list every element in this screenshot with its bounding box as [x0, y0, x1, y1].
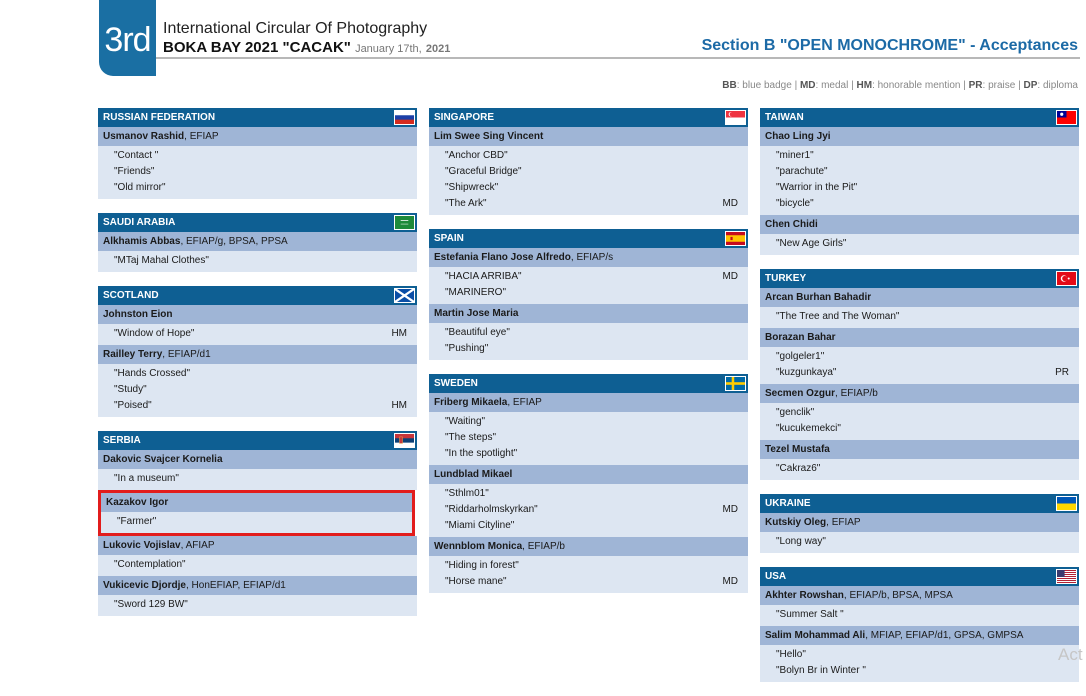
work-title — [429, 269, 748, 285]
author-row — [760, 127, 1079, 146]
work-title-text: "parachute" — [776, 166, 828, 177]
author-distinctions: , EFIAP — [184, 131, 219, 142]
work-title — [760, 405, 1079, 421]
author-entry — [760, 127, 1079, 215]
author-entry — [98, 576, 417, 616]
award-code: MD — [722, 198, 738, 209]
country-block — [98, 286, 417, 417]
works-list — [98, 469, 417, 490]
author-row — [760, 328, 1079, 347]
work-title-text: "Friends" — [114, 166, 155, 177]
country-block — [98, 108, 417, 199]
author-name: Borazan Bahar — [765, 332, 836, 343]
legend-hm: HM — [856, 80, 873, 91]
author-distinctions: , EFIAP/b — [522, 541, 565, 552]
award-code: HM — [391, 328, 407, 339]
country-block — [429, 374, 748, 593]
work-title — [760, 647, 1079, 663]
works-list — [760, 234, 1079, 255]
legend-hm-text: : honorable mention — [872, 80, 961, 91]
author-distinctions: , EFIAP/d1 — [162, 349, 211, 360]
author-entry — [98, 305, 417, 345]
author-entry — [429, 127, 748, 215]
country-header — [429, 108, 748, 127]
work-title — [98, 471, 417, 487]
award-legend — [722, 80, 1078, 91]
author-row — [98, 536, 417, 555]
work-title-text: "Graceful Bridge" — [445, 166, 522, 177]
activation-watermark: Act — [1058, 645, 1083, 664]
work-title-text: "Pushing" — [445, 343, 489, 354]
works-list — [98, 251, 417, 272]
work-title — [98, 382, 417, 398]
edition-badge: 3rd — [99, 0, 156, 76]
author-entry — [98, 450, 417, 490]
work-title — [101, 514, 412, 530]
works-list — [98, 555, 417, 576]
work-title-text: "Poised" — [114, 400, 152, 411]
work-title — [429, 446, 748, 462]
work-title — [429, 196, 748, 212]
author-distinctions: , EFIAP/b, BPSA, MPSA — [843, 590, 953, 601]
legend-dp: DP — [1023, 80, 1038, 91]
work-title-text: "Old mirror" — [114, 182, 166, 193]
author-entry — [760, 384, 1079, 440]
works-list — [760, 532, 1079, 553]
work-title-text: "MARINERO" — [445, 287, 506, 298]
work-title-text: "Contact " — [114, 150, 159, 161]
work-title — [98, 180, 417, 196]
country-name: RUSSIAN FEDERATION — [103, 112, 216, 123]
work-title — [760, 196, 1079, 212]
ukraine-flag-icon — [1056, 496, 1077, 511]
award-code: MD — [722, 504, 738, 515]
work-title — [760, 534, 1079, 550]
author-entry — [760, 328, 1079, 384]
author-name: Martin Jose Maria — [434, 308, 519, 319]
author-distinctions: , EFIAP/g, BPSA, PPSA — [180, 236, 288, 247]
author-name: Lundblad Mikael — [434, 469, 513, 480]
works-list — [760, 459, 1079, 480]
country-name: SWEDEN — [434, 378, 478, 389]
works-list — [429, 412, 748, 465]
work-title — [98, 326, 417, 342]
works-list — [760, 403, 1079, 440]
work-title — [429, 285, 748, 301]
legend-pr: PR — [968, 80, 983, 91]
legend-bb-text: : blue badge — [736, 80, 792, 91]
country-header — [760, 494, 1079, 513]
country-block — [429, 108, 748, 215]
work-title-text: "Horse mane" — [445, 576, 507, 587]
author-entry — [429, 393, 748, 465]
works-list — [429, 484, 748, 537]
results-column-1 — [98, 108, 417, 630]
country-header — [98, 286, 417, 305]
author-entry — [429, 248, 748, 304]
work-title — [760, 309, 1079, 325]
singapore-flag-icon — [725, 110, 746, 125]
work-title-text: "Hello" — [776, 649, 806, 660]
legend-md-text: : medal — [815, 80, 849, 91]
work-title — [98, 557, 417, 573]
legend-dp-text: : diploma — [1037, 80, 1078, 91]
work-title-text: "Beautiful eye" — [445, 327, 510, 338]
author-entry — [429, 304, 748, 360]
work-title-text: "Farmer" — [117, 516, 157, 527]
work-title-text: "Riddarholmskyrkan" — [445, 504, 538, 515]
legend-sep: | — [851, 80, 854, 91]
author-name: Akhter Rowshan — [765, 590, 844, 601]
author-entry — [760, 215, 1079, 255]
works-list — [760, 347, 1079, 384]
work-title-text: "Miami Cityline" — [445, 520, 515, 531]
author-name: Kutskiy Oleg — [765, 517, 827, 528]
works-list — [760, 146, 1079, 215]
work-title-text: "Summer Salt " — [776, 609, 844, 620]
works-list — [760, 605, 1079, 626]
works-list — [98, 146, 417, 199]
work-title — [760, 461, 1079, 477]
author-name: Usmanov Rashid — [103, 131, 185, 142]
country-name: SINGAPORE — [434, 112, 495, 123]
work-title — [760, 365, 1079, 381]
author-entry — [760, 586, 1079, 626]
author-row — [98, 345, 417, 364]
author-row — [98, 127, 417, 146]
saudi-flag-icon — [394, 215, 415, 230]
work-title-text: "Long way" — [776, 536, 826, 547]
country-header — [429, 229, 748, 248]
work-title-text: "Hiding in forest" — [445, 560, 519, 571]
award-code: MD — [722, 271, 738, 282]
works-list — [98, 364, 417, 417]
legend-sep: | — [794, 80, 798, 91]
author-distinctions: , AFIAP — [180, 540, 215, 551]
author-distinctions: , MFIAP, EFIAP/d1, GPSA, GMPSA — [865, 630, 1024, 641]
work-title-text: "New Age Girls" — [776, 238, 847, 249]
author-name: Friberg Mikaela — [434, 397, 508, 408]
work-title — [429, 414, 748, 430]
work-title — [98, 253, 417, 269]
spain-flag-icon — [725, 231, 746, 246]
work-title-text: "Window of Hope" — [114, 328, 195, 339]
country-header — [760, 567, 1079, 586]
russia-flag-icon — [394, 110, 415, 125]
author-row — [98, 450, 417, 469]
author-row — [760, 586, 1079, 605]
author-name: Chao Ling Jyi — [765, 131, 831, 142]
country-header — [98, 431, 417, 450]
work-title-text: "Anchor CBD" — [445, 150, 508, 161]
work-title — [429, 502, 748, 518]
author-entry — [760, 513, 1079, 553]
author-name: Railley Terry — [103, 349, 163, 360]
work-title-text: "Study" — [114, 384, 147, 395]
country-block — [429, 229, 748, 360]
author-row — [429, 127, 748, 146]
work-title — [98, 148, 417, 164]
work-title-text: "Contemplation" — [114, 559, 186, 570]
country-header — [98, 213, 417, 232]
work-title — [429, 148, 748, 164]
work-title — [760, 421, 1079, 437]
legend-sep: | — [963, 80, 966, 91]
author-name: Kazakov Igor — [106, 497, 169, 508]
work-title-text: "Hands Crossed" — [114, 368, 191, 379]
country-name: UKRAINE — [765, 498, 811, 509]
work-title — [98, 398, 417, 414]
salon-name: BOKA BAY 2021 "CACAK" — [163, 39, 351, 56]
legend-md: MD — [799, 80, 816, 91]
author-name: Estefania Flano Jose Alfredo — [434, 252, 571, 263]
work-title-text: "Sword 129 BW" — [114, 599, 188, 610]
work-title — [760, 236, 1079, 252]
award-code: PR — [1055, 367, 1069, 378]
country-block — [98, 431, 417, 616]
author-name: Alkhamis Abbas — [103, 236, 181, 247]
highlighted-entry — [98, 490, 415, 536]
country-block — [760, 494, 1079, 553]
work-title-text: "HACIA ARRIBA" — [445, 271, 522, 282]
author-name: Secmen Ozgur — [765, 388, 836, 399]
work-title — [760, 180, 1079, 196]
work-title — [429, 325, 748, 341]
work-title-text: "Sthlm01" — [445, 488, 489, 499]
author-row — [98, 305, 417, 324]
work-title-text: "In the spotlight" — [445, 448, 518, 459]
header-rule — [156, 57, 1080, 59]
country-block — [760, 269, 1079, 480]
author-distinctions: , HonEFIAP, EFIAP/d1 — [186, 580, 286, 591]
author-distinctions: , EFIAP/b — [835, 388, 878, 399]
country-header — [760, 108, 1079, 127]
legend-sep: | — [1018, 80, 1021, 91]
award-code: MD — [722, 576, 738, 587]
work-title — [429, 341, 748, 357]
country-name: TAIWAN — [765, 112, 804, 123]
author-row — [429, 393, 748, 412]
author-distinctions: , EFIAP/s — [570, 252, 614, 263]
author-row — [760, 513, 1079, 532]
sweden-flag-icon — [725, 376, 746, 391]
works-list — [429, 556, 748, 593]
work-title-text: "Shipwreck" — [445, 182, 499, 193]
author-name: Vukicevic Djordje — [103, 580, 186, 591]
author-entry — [760, 626, 1079, 682]
author-distinctions: , EFIAP — [507, 397, 542, 408]
work-title-text: "genclik" — [776, 407, 815, 418]
works-list — [760, 645, 1079, 682]
author-row — [760, 626, 1079, 645]
work-title-text: "Cakraz6" — [776, 463, 821, 474]
country-block — [760, 567, 1079, 682]
author-entry — [98, 345, 417, 417]
salon-subtitle — [163, 39, 450, 56]
country-name: SERBIA — [103, 435, 141, 446]
author-entry — [760, 440, 1079, 480]
section-title: Section B "OPEN MONOCHROME" - Acceptances — [701, 37, 1078, 54]
legend-bb: BB — [722, 80, 737, 91]
work-title-text: "golgeler1" — [776, 351, 825, 362]
author-row — [101, 493, 412, 512]
work-title-text: "bicycle" — [776, 198, 814, 209]
award-code: HM — [391, 400, 407, 411]
work-title — [98, 366, 417, 382]
salon-year: 2021 — [425, 43, 451, 55]
works-list — [429, 146, 748, 215]
country-header — [98, 108, 417, 127]
work-title — [429, 164, 748, 180]
author-entry — [98, 127, 417, 199]
country-name: SCOTLAND — [103, 290, 159, 301]
works-list — [429, 267, 748, 304]
work-title — [98, 597, 417, 613]
author-name: Lukovic Vojislav — [103, 540, 181, 551]
author-name: Chen Chidi — [765, 219, 818, 230]
work-title — [429, 574, 748, 590]
author-row — [429, 465, 748, 484]
country-name: SAUDI ARABIA — [103, 217, 176, 228]
author-name: Tezel Mustafa — [765, 444, 830, 455]
work-title — [760, 349, 1079, 365]
author-row — [98, 576, 417, 595]
author-name: Arcan Burhan Bahadir — [765, 292, 872, 303]
scotland-flag-icon — [394, 288, 415, 303]
author-entry — [429, 537, 748, 593]
author-entry — [98, 536, 417, 576]
work-title-text: "Waiting" — [445, 416, 486, 427]
work-title — [760, 607, 1079, 623]
author-row — [98, 232, 417, 251]
works-list — [429, 323, 748, 360]
author-name: Johnston Eion — [103, 309, 173, 320]
salon-title: International Circular Of Photography — [163, 20, 428, 37]
works-list — [98, 324, 417, 345]
country-block — [98, 213, 417, 272]
author-entry — [98, 232, 417, 272]
legend-pr-text: : praise — [982, 80, 1016, 91]
work-title-text: "Bolyn Br in Winter " — [776, 665, 866, 676]
results-column-2 — [429, 108, 748, 607]
author-row — [760, 384, 1079, 403]
work-title — [429, 558, 748, 574]
turkey-flag-icon — [1056, 271, 1077, 286]
work-title-text: "kucukemekci" — [776, 423, 841, 434]
work-title — [760, 164, 1079, 180]
author-row — [760, 288, 1079, 307]
work-title — [429, 430, 748, 446]
country-header — [760, 269, 1079, 288]
work-title-text: "Warrior in the Pit" — [776, 182, 858, 193]
author-distinctions: , EFIAP — [826, 517, 861, 528]
work-title — [98, 164, 417, 180]
usa-flag-icon — [1056, 569, 1077, 584]
taiwan-flag-icon — [1056, 110, 1077, 125]
country-name: SPAIN — [434, 233, 464, 244]
works-list — [98, 595, 417, 616]
author-row — [760, 215, 1079, 234]
works-list — [760, 307, 1079, 328]
author-name: Lim Swee Sing Vincent — [434, 131, 544, 142]
results-column-3 — [760, 108, 1079, 696]
author-entry — [429, 465, 748, 537]
author-row — [760, 440, 1079, 459]
author-name: Salim Mohammad Ali — [765, 630, 866, 641]
work-title-text: "The Tree and The Woman" — [776, 311, 900, 322]
salon-date: January 17th, — [355, 43, 422, 55]
work-title-text: "kuzgunkaya" — [776, 367, 837, 378]
works-list — [101, 512, 412, 533]
country-name: TURKEY — [765, 273, 807, 284]
country-name: USA — [765, 571, 787, 582]
country-block — [760, 108, 1079, 255]
work-title — [760, 663, 1079, 679]
author-entry — [760, 288, 1079, 328]
work-title — [429, 518, 748, 534]
work-title-text: "MTaj Mahal Clothes" — [114, 255, 209, 266]
serbia-flag-icon — [394, 433, 415, 448]
work-title-text: "The Ark" — [445, 198, 487, 209]
author-name: Wennblom Monica — [434, 541, 523, 552]
author-row — [429, 248, 748, 267]
country-header — [429, 374, 748, 393]
author-row — [429, 537, 748, 556]
work-title — [760, 148, 1079, 164]
work-title-text: "miner1" — [776, 150, 814, 161]
work-title — [429, 180, 748, 196]
author-row — [429, 304, 748, 323]
work-title-text: "The steps" — [445, 432, 497, 443]
author-name: Dakovic Svajcer Kornelia — [103, 454, 223, 465]
work-title-text: "In a museum" — [114, 473, 179, 484]
work-title — [429, 486, 748, 502]
